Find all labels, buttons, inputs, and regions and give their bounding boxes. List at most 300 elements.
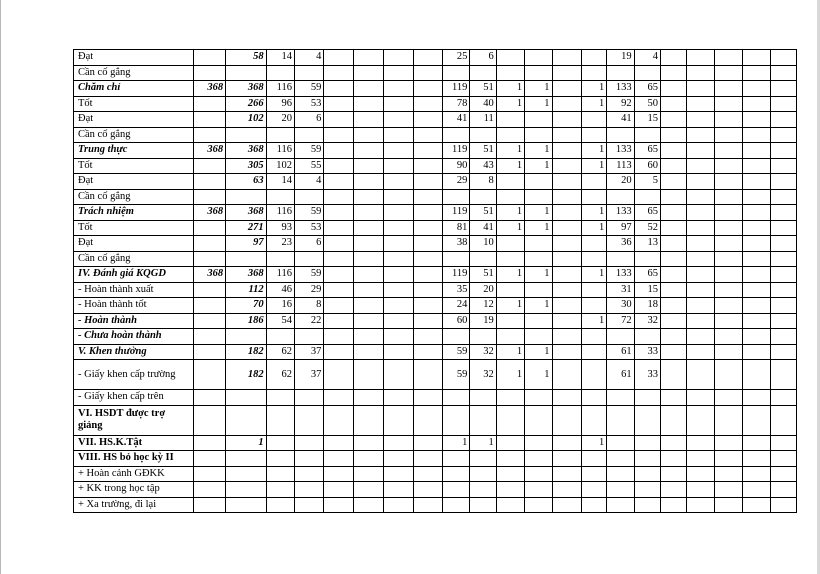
row-label: VII. HS.K.Tật [74,435,194,451]
table-cell [226,329,267,345]
table-cell [634,497,660,513]
table-cell [770,344,796,360]
table-cell: 1 [496,267,524,283]
table-cell [193,50,225,66]
table-cell [324,81,353,97]
table-cell [634,251,660,267]
table-cell [266,435,294,451]
table-cell: 1 [226,435,267,451]
table-row [74,329,797,345]
table-cell: 50 [634,96,660,112]
table-cell [470,482,496,498]
table-cell [525,174,552,190]
table-cell [634,405,660,435]
table-cell [384,81,413,97]
table-cell [525,236,552,252]
table-cell [324,50,353,66]
table-cell [525,65,552,81]
table-cell [324,96,353,112]
table-cell [443,65,470,81]
table-cell: 65 [634,143,660,159]
table-cell [743,174,770,190]
table-cell [581,50,606,66]
table-cell [687,329,714,345]
table-cell [496,282,524,298]
table-cell [193,360,225,390]
table-cell: 1 [581,205,606,221]
table-cell [470,251,496,267]
table-cell [413,158,442,174]
table-cell [743,236,770,252]
table-cell [581,451,606,467]
table-cell [552,65,581,81]
table-cell: 33 [634,344,660,360]
table-cell [193,282,225,298]
table-cell [384,112,413,128]
table-cell [743,251,770,267]
table-cell [552,112,581,128]
table-cell: 41 [443,112,470,128]
table-cell [413,313,442,329]
table-cell [770,96,796,112]
table-cell [226,466,267,482]
table-cell [552,174,581,190]
table-cell [687,360,714,390]
table-cell [443,127,470,143]
table-cell [295,482,324,498]
table-cell [496,390,524,406]
table-cell [687,298,714,314]
table-row [74,435,797,451]
row-label: Chăm chỉ [74,81,194,97]
table-cell [324,189,353,205]
table-cell [413,282,442,298]
table-cell [714,96,742,112]
table-cell: 368 [193,205,225,221]
table-row [74,267,797,283]
table-cell [607,466,634,482]
table-cell: 18 [634,298,660,314]
table-cell [661,329,687,345]
table-cell [581,466,606,482]
table-cell: 1 [525,298,552,314]
table-cell [770,220,796,236]
table-cell [770,329,796,345]
table-cell [324,497,353,513]
table-cell [226,189,267,205]
table-cell [687,405,714,435]
table-cell [687,390,714,406]
table-row [74,96,797,112]
table-cell [770,127,796,143]
table-cell [353,143,383,159]
table-cell [607,189,634,205]
table-cell [661,267,687,283]
table-cell [770,251,796,267]
table-cell: 62 [266,344,294,360]
table-cell [193,298,225,314]
table-cell [470,65,496,81]
table-cell [353,174,383,190]
table-cell: 112 [226,282,267,298]
table-cell [581,497,606,513]
table-cell [496,236,524,252]
table-cell: 51 [470,267,496,283]
table-cell [324,143,353,159]
table-cell: 65 [634,205,660,221]
row-label: + KK trong học tập [74,482,194,498]
table-row [74,344,797,360]
table-row [74,81,797,97]
table-cell [193,220,225,236]
table-cell [581,236,606,252]
table-cell [687,65,714,81]
row-label: Trung thực [74,143,194,159]
table-cell: 13 [634,236,660,252]
table-cell [324,482,353,498]
table-cell [770,451,796,467]
table-cell [525,251,552,267]
table-cell: 61 [607,360,634,390]
table-cell [634,390,660,406]
table-cell [413,329,442,345]
table-cell [353,251,383,267]
table-cell [770,205,796,221]
table-row [74,189,797,205]
table-cell [353,205,383,221]
table-cell [743,127,770,143]
table-cell [496,329,524,345]
table-cell [552,251,581,267]
table-cell: 12 [470,298,496,314]
table-cell [607,329,634,345]
table-cell [324,390,353,406]
table-cell [324,451,353,467]
table-cell: 119 [443,267,470,283]
table-cell [634,451,660,467]
table-cell [295,189,324,205]
table-cell [193,158,225,174]
row-label: Trách nhiệm [74,205,194,221]
row-label: Cần cố gắng [74,127,194,143]
table-cell [226,497,267,513]
table-cell [770,50,796,66]
table-cell: 29 [295,282,324,298]
table-cell [384,50,413,66]
table-cell [496,466,524,482]
table-cell: 1 [496,158,524,174]
table-cell [266,251,294,267]
table-cell [443,405,470,435]
table-cell: 1 [496,81,524,97]
table-cell [384,267,413,283]
table-cell [324,435,353,451]
table-cell [607,390,634,406]
table-cell: 1 [525,81,552,97]
table-cell: 51 [470,143,496,159]
row-label: - Giấy khen cấp trường [74,360,194,390]
table-cell [193,313,225,329]
table-cell: 368 [226,267,267,283]
table-cell [714,189,742,205]
table-cell [413,497,442,513]
table-cell: 1 [496,205,524,221]
table-cell: 14 [266,50,294,66]
table-cell: 4 [295,50,324,66]
table-cell: 59 [443,360,470,390]
table-cell: 20 [266,112,294,128]
table-cell: 15 [634,112,660,128]
table-cell: 53 [295,220,324,236]
table-cell [634,482,660,498]
table-cell [714,360,742,390]
table-cell [384,405,413,435]
table-cell: 133 [607,205,634,221]
table-cell [470,497,496,513]
table-cell: 20 [470,282,496,298]
table-cell [714,329,742,345]
table-cell [226,127,267,143]
table-row [74,112,797,128]
table-cell [353,360,383,390]
table-cell [607,127,634,143]
table-cell [714,236,742,252]
table-cell [193,251,225,267]
table-cell: 1 [525,220,552,236]
table-cell: 78 [443,96,470,112]
table-cell [443,329,470,345]
table-cell [552,298,581,314]
table-cell [496,112,524,128]
table-cell [714,127,742,143]
table-cell: 1 [525,158,552,174]
table-cell [661,189,687,205]
row-label: Cần cố gắng [74,65,194,81]
table-cell [770,143,796,159]
table-cell [266,482,294,498]
table-cell [687,96,714,112]
table-cell [714,344,742,360]
table-row [74,390,797,406]
table-cell [353,329,383,345]
table-cell [384,313,413,329]
table-cell: 41 [470,220,496,236]
table-cell: 19 [607,50,634,66]
table-cell [770,267,796,283]
table-cell [661,158,687,174]
table-cell [496,50,524,66]
table-cell: 55 [295,158,324,174]
table-cell [353,282,383,298]
table-cell: 1 [581,313,606,329]
table-cell: 133 [607,81,634,97]
table-cell [581,65,606,81]
table-row [74,298,797,314]
table-cell [384,451,413,467]
table-cell: 63 [226,174,267,190]
table-cell [607,451,634,467]
table-cell [743,282,770,298]
table-cell [324,220,353,236]
table-cell [687,482,714,498]
table-cell: 1 [496,143,524,159]
table-cell [266,390,294,406]
table-cell [496,189,524,205]
table-cell [353,158,383,174]
table-cell [661,236,687,252]
table-cell [353,189,383,205]
table-cell: 24 [443,298,470,314]
table-cell [770,65,796,81]
table-cell [714,143,742,159]
table-cell [552,189,581,205]
table-cell [552,158,581,174]
table-cell [661,174,687,190]
table-cell: 368 [193,267,225,283]
table-cell: 113 [607,158,634,174]
table-cell: 65 [634,267,660,283]
table-cell: 1 [525,267,552,283]
table-cell: 6 [470,50,496,66]
table-cell [193,112,225,128]
table-cell [353,65,383,81]
table-cell [687,497,714,513]
table-cell [413,143,442,159]
table-cell [353,390,383,406]
table-cell [634,127,660,143]
table-cell: 33 [634,360,660,390]
table-cell [525,405,552,435]
table-cell [714,220,742,236]
table-cell: 182 [226,360,267,390]
row-label: Tốt [74,220,194,236]
table-cell [193,497,225,513]
table-cell: 97 [607,220,634,236]
table-cell [413,236,442,252]
table-cell: 1 [443,435,470,451]
table-cell [384,143,413,159]
table-cell: 32 [470,360,496,390]
table-row [74,236,797,252]
table-cell [687,50,714,66]
table-cell: 305 [226,158,267,174]
table-cell: 35 [443,282,470,298]
table-cell [324,329,353,345]
table-cell: 1 [525,205,552,221]
table-cell [353,435,383,451]
table-cell [743,313,770,329]
table-cell [743,344,770,360]
table-cell [413,127,442,143]
row-label: VIII. HS bỏ học kỳ II [74,451,194,467]
table-cell: 59 [443,344,470,360]
table-cell [353,344,383,360]
table-cell: 368 [226,81,267,97]
table-cell: 116 [266,143,294,159]
table-cell [226,482,267,498]
table-cell [661,65,687,81]
table-cell [687,451,714,467]
table-cell [384,282,413,298]
table-cell: 62 [266,360,294,390]
table-cell [743,451,770,467]
table-cell: 1 [496,96,524,112]
table-cell [770,174,796,190]
table-cell [634,435,660,451]
table-cell [353,81,383,97]
table-cell: 1 [525,344,552,360]
table-cell [581,405,606,435]
table-cell [193,174,225,190]
table-cell [193,405,225,435]
table-row [74,205,797,221]
row-label: - Hoàn thành xuất [74,282,194,298]
table-cell: 1 [581,158,606,174]
table-cell: 10 [470,236,496,252]
table-cell: 16 [266,298,294,314]
table-row [74,158,797,174]
table-cell [525,451,552,467]
table-cell [384,482,413,498]
table-cell [687,267,714,283]
table-cell: 133 [607,267,634,283]
table-cell [226,405,267,435]
table-cell [384,497,413,513]
table-cell [295,497,324,513]
table-cell: 1 [581,267,606,283]
table-cell [687,466,714,482]
table-cell [714,174,742,190]
table-cell [661,405,687,435]
table-cell: 119 [443,143,470,159]
table-cell [496,482,524,498]
table-cell [743,81,770,97]
row-label: Tốt [74,158,194,174]
table-cell [413,220,442,236]
table-cell: 41 [607,112,634,128]
table-cell: 102 [226,112,267,128]
table-cell: 1 [525,360,552,390]
table-cell [714,205,742,221]
table-cell [496,251,524,267]
table-cell [552,497,581,513]
table-cell [607,482,634,498]
table-cell [687,158,714,174]
row-label: + Xa trường, đi lại [74,497,194,513]
table-cell: 59 [295,267,324,283]
table-cell: 20 [607,174,634,190]
table-cell: 8 [295,298,324,314]
table-cell [743,267,770,283]
table-cell [661,50,687,66]
table-row [74,466,797,482]
table-cell: 368 [193,81,225,97]
table-cell [384,205,413,221]
table-cell [687,112,714,128]
table-cell [552,236,581,252]
table-cell [770,390,796,406]
table-cell [266,329,294,345]
table-cell [193,390,225,406]
table-cell [714,267,742,283]
table-cell [353,313,383,329]
table-cell: 19 [470,313,496,329]
table-cell: 11 [470,112,496,128]
table-cell [525,127,552,143]
table-cell: 368 [226,205,267,221]
table-cell [743,329,770,345]
table-cell [581,189,606,205]
